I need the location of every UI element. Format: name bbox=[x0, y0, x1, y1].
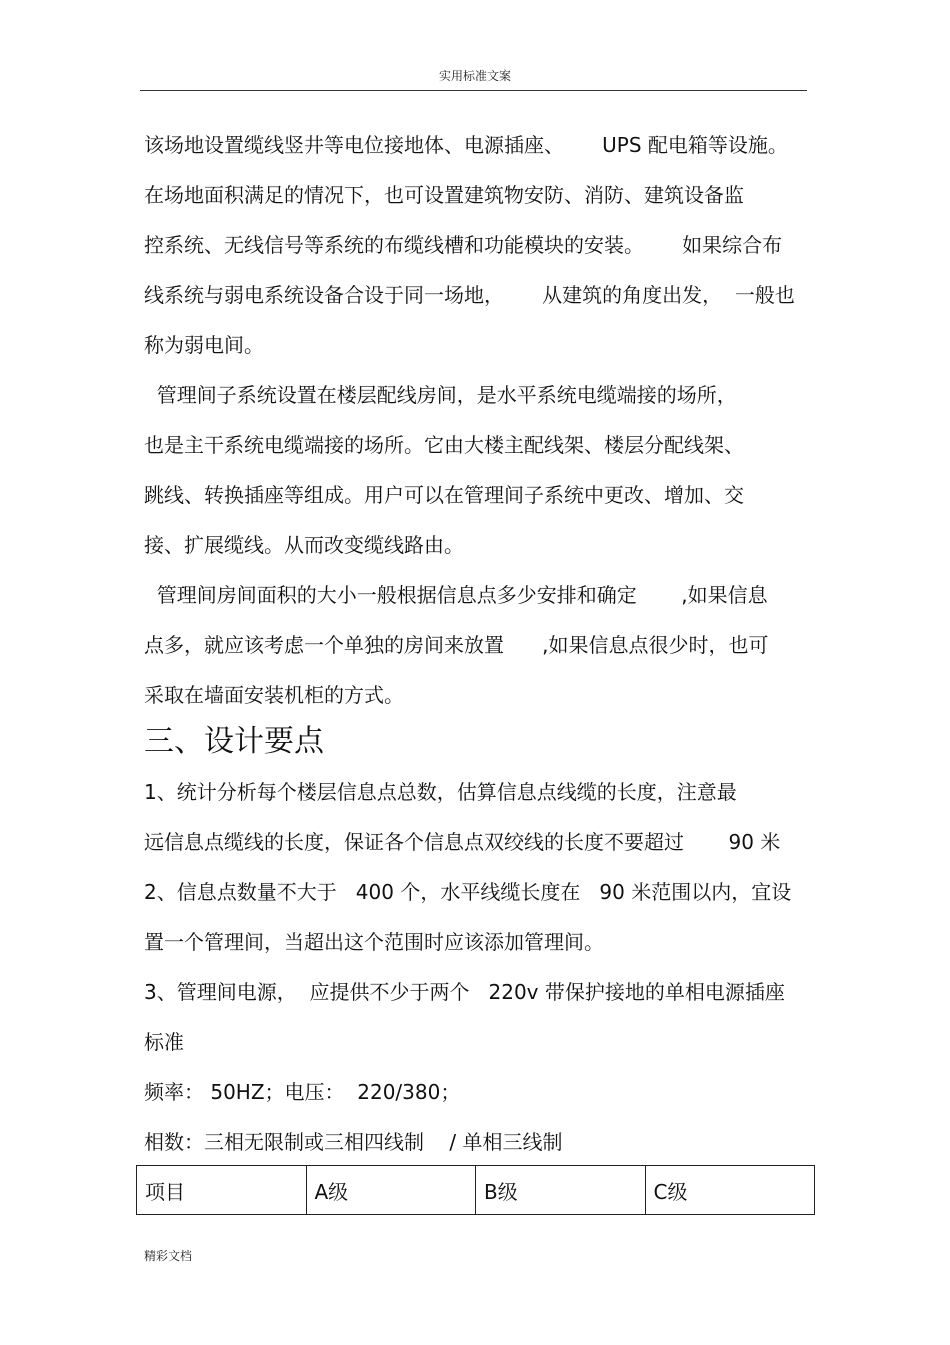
point-line: 置一个管理间，当超出这个范围时应该添加管理间。 bbox=[144, 930, 604, 954]
table-header-cell: C级 bbox=[645, 1166, 815, 1215]
point-line: 频率： 50HZ；电压： 220/380； bbox=[144, 1080, 461, 1104]
table-header-cell: 项目 bbox=[137, 1166, 307, 1215]
point-line: 2、信息点数量不大于 400 个，水平线缆长度在 90 米范围以内，宜设 bbox=[144, 880, 792, 904]
paragraph-line: 线系统与弱电系统设备合设于同一场地， 从建筑的角度出发， 一般也 bbox=[144, 283, 795, 307]
header-rule bbox=[140, 90, 807, 91]
point-line: 相数：三相无限制或三相四线制 / 单相三线制 bbox=[144, 1130, 563, 1154]
paragraph-line: 在场地面积满足的情况下，也可设置建筑物安防、消防、建筑设备监 bbox=[144, 183, 744, 207]
point-line: 标准 bbox=[144, 1030, 184, 1054]
page-header: 实用标准文案 bbox=[438, 69, 511, 83]
paragraph-line: 该场地设置缆线竖井等电位接地体、电源插座、 UPS 配电箱等设施。 bbox=[144, 133, 788, 157]
paragraph-line: 采取在墙面安装机柜的方式。 bbox=[144, 683, 404, 707]
point-line: 远信息点缆线的长度，保证各个信息点双绞线的长度不要超过 90 米 bbox=[144, 830, 781, 854]
paragraph-line: 也是主干系统电缆端接的场所。它由大楼主配线架、楼层分配线架、 bbox=[144, 433, 744, 457]
section-heading: 三、设计要点 bbox=[144, 724, 324, 759]
paragraph-line: 管理间子系统设置在楼层配线房间，是水平系统电缆端接的场所， bbox=[144, 383, 737, 407]
paragraph-line: 接、扩展缆线。从而改变缆线路由。 bbox=[144, 533, 464, 557]
paragraph-line: 称为弱电间。 bbox=[144, 333, 264, 357]
paragraph-line: 跳线、转换插座等组成。用户可以在管理间子系统中更改、增加、交 bbox=[144, 483, 744, 507]
table-header-cell: B级 bbox=[476, 1166, 646, 1215]
grade-table bbox=[136, 1165, 815, 1215]
paragraph-line: 管理间房间面积的大小一般根据信息点多少安排和确定 ,如果信息 bbox=[144, 583, 768, 607]
point-line: 1、统计分析每个楼层信息点总数，估算信息点线缆的长度，注意最 bbox=[144, 780, 737, 804]
point-line: 3、管理间电源， 应提供不少于两个 220v 带保护接地的单相电源插座 bbox=[144, 980, 785, 1004]
paragraph-line: 控系统、无线信号等系统的布缆线槽和功能模块的安装。 如果综合布 bbox=[144, 233, 783, 257]
page-footer: 精彩文档 bbox=[144, 1249, 193, 1263]
table-header-row bbox=[137, 1166, 815, 1215]
paragraph-line: 点多，就应该考虑一个单独的房间来放置 ,如果信息点很少时，也可 bbox=[144, 633, 769, 657]
table-header-cell: A级 bbox=[306, 1166, 476, 1215]
